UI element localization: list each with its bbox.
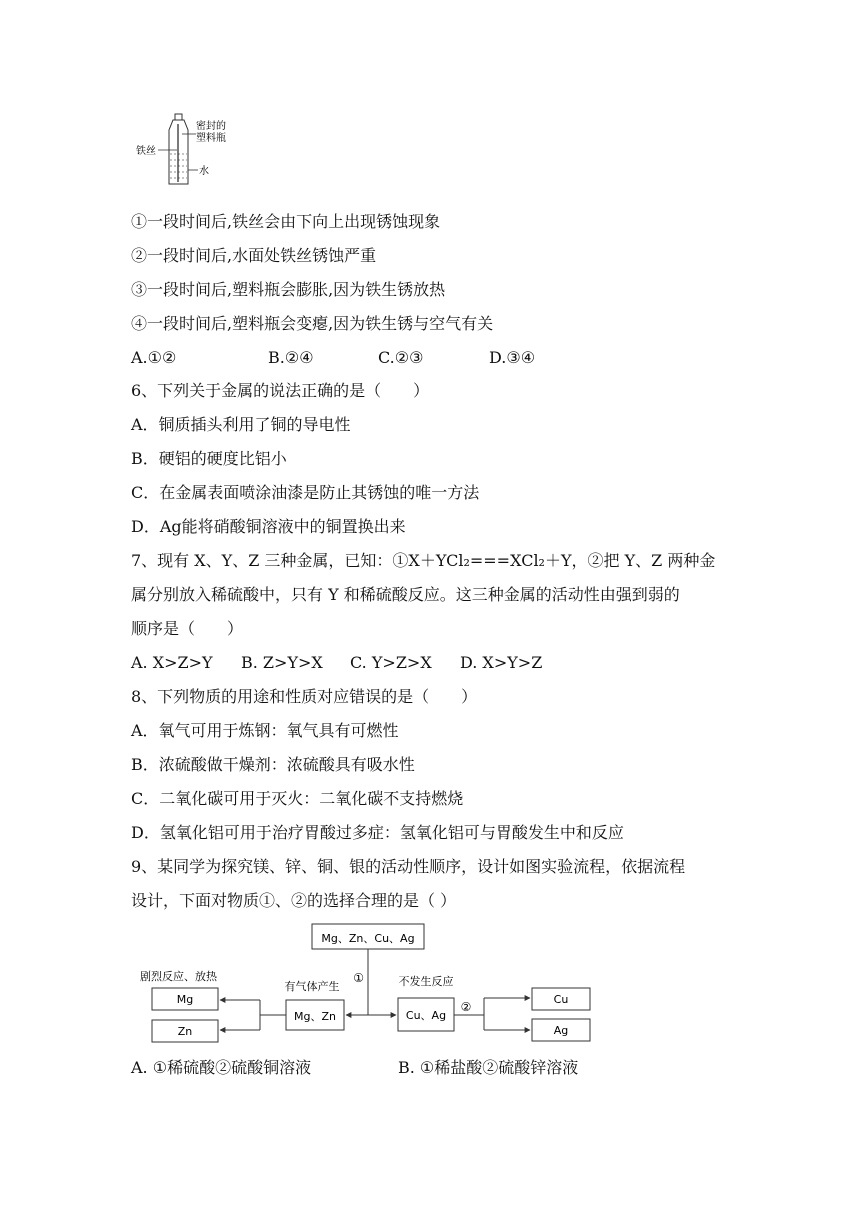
q6-option-a[interactable]: A．铜质插头利用了铜的导电性 (131, 415, 351, 434)
q6-stem: 6、下列关于金属的说法正确的是（ ） (131, 381, 430, 400)
q5-statement-3: ③一段时间后,塑料瓶会膨胀,因为铁生锈放热 (131, 280, 446, 299)
bottle-figure (136, 112, 246, 190)
flow-no-reaction-label: 不发生反应 (398, 975, 454, 988)
flow-box-zn-label: Zn (177, 1025, 193, 1038)
q9-stem-line-1: 9、某同学为探究镁、锌、铜、银的活动性顺序，设计如图实验流程，依据流程 (131, 857, 686, 876)
label-water: 水 (199, 166, 209, 177)
q5-options (131, 348, 535, 368)
flow-violent-reaction-label: 剧烈反应、放热 (140, 970, 217, 983)
flow-box-all-metals-label: Mg、Zn、Cu、Ag (321, 932, 415, 945)
q5-option-c[interactable]: C.②③ (378, 348, 424, 367)
q7-stem-line-2: 属分别放入稀硫酸中，只有 Y 和稀硫酸反应。这三种金属的活动性由强到弱的 (131, 585, 680, 604)
q7-option-c[interactable]: C. Y>Z>X (350, 653, 432, 672)
q9-options (131, 1058, 578, 1078)
flow-box-mg-label: Mg (176, 993, 194, 1006)
q8-option-d[interactable]: D．氢氧化铝可用于治疗胃酸过多症：氢氧化铝可与胃酸发生中和反应 (131, 823, 624, 842)
flow-step-2-label: ② (460, 1000, 472, 1014)
q6-option-c[interactable]: C．在金属表面喷涂油漆是防止其锈蚀的唯一方法 (131, 483, 480, 502)
q7-options (131, 653, 542, 673)
flow-box-cu-label: Cu (553, 993, 569, 1006)
q5-option-d[interactable]: D.③④ (489, 348, 536, 367)
q9-flowchart (140, 922, 600, 1046)
flow-gas-produced-label: 有气体产生 (284, 980, 340, 993)
label-sealed-bottle-2: 塑料瓶 (196, 133, 226, 144)
q5-option-b[interactable]: B.②④ (268, 348, 314, 367)
q6-option-d[interactable]: D．Ag能将硝酸铜溶液中的铜置换出来 (131, 517, 406, 536)
q7-option-a[interactable]: A. X>Z>Y (131, 653, 213, 672)
label-iron-wire: 铁丝 (136, 146, 156, 157)
flow-step-1-label: ① (353, 971, 364, 985)
q5-statement-1: ①一段时间后,铁丝会由下向上出现锈蚀现象 (131, 212, 441, 231)
q5-option-a[interactable]: A.①② (131, 348, 177, 367)
q9-option-b[interactable]: B. ①稀盐酸②硫酸锌溶液 (398, 1058, 579, 1077)
flow-box-ag-label: Ag (553, 1024, 569, 1037)
q7-stem-line-3: 顺序是（ ） (131, 619, 244, 638)
q8-option-c[interactable]: C．二氧化碳可用于灭火：二氧化碳不支持燃烧 (131, 789, 464, 808)
label-sealed-bottle-1: 密封的 (196, 121, 226, 132)
q5-statement-4: ④一段时间后,塑料瓶会变瘪,因为铁生锈与空气有关 (131, 314, 494, 333)
q9-option-a[interactable]: A. ①稀硫酸②硫酸铜溶液 (131, 1058, 312, 1077)
q7-option-d[interactable]: D. X>Y>Z (460, 653, 543, 672)
q8-stem: 8、下列物质的用途和性质对应错误的是（ ） (131, 687, 478, 706)
q7-option-b[interactable]: B. Z>Y>X (241, 653, 323, 672)
flow-box-cu-ag-label: Cu、Ag (405, 1009, 447, 1022)
q7-stem-line-1: 7、现有 X、Y、Z 三种金属，已知：①X＋YCl₂===XCl₂＋Y，②把 Y、Z 两种金 (131, 551, 716, 570)
flow-box-mg-zn-label: Mg、Zn (294, 1010, 336, 1023)
q8-option-b[interactable]: B．浓硫酸做干燥剂：浓硫酸具有吸水性 (131, 755, 415, 774)
q6-option-b[interactable]: B．硬铝的硬度比铝小 (131, 449, 287, 468)
q8-option-a[interactable]: A．氧气可用于炼钢：氧气具有可燃性 (131, 721, 399, 740)
q5-statement-2: ②一段时间后,水面处铁丝锈蚀严重 (131, 246, 377, 265)
q9-stem-line-2: 设计，下面对物质①、②的选择合理的是（ ） (131, 891, 457, 910)
